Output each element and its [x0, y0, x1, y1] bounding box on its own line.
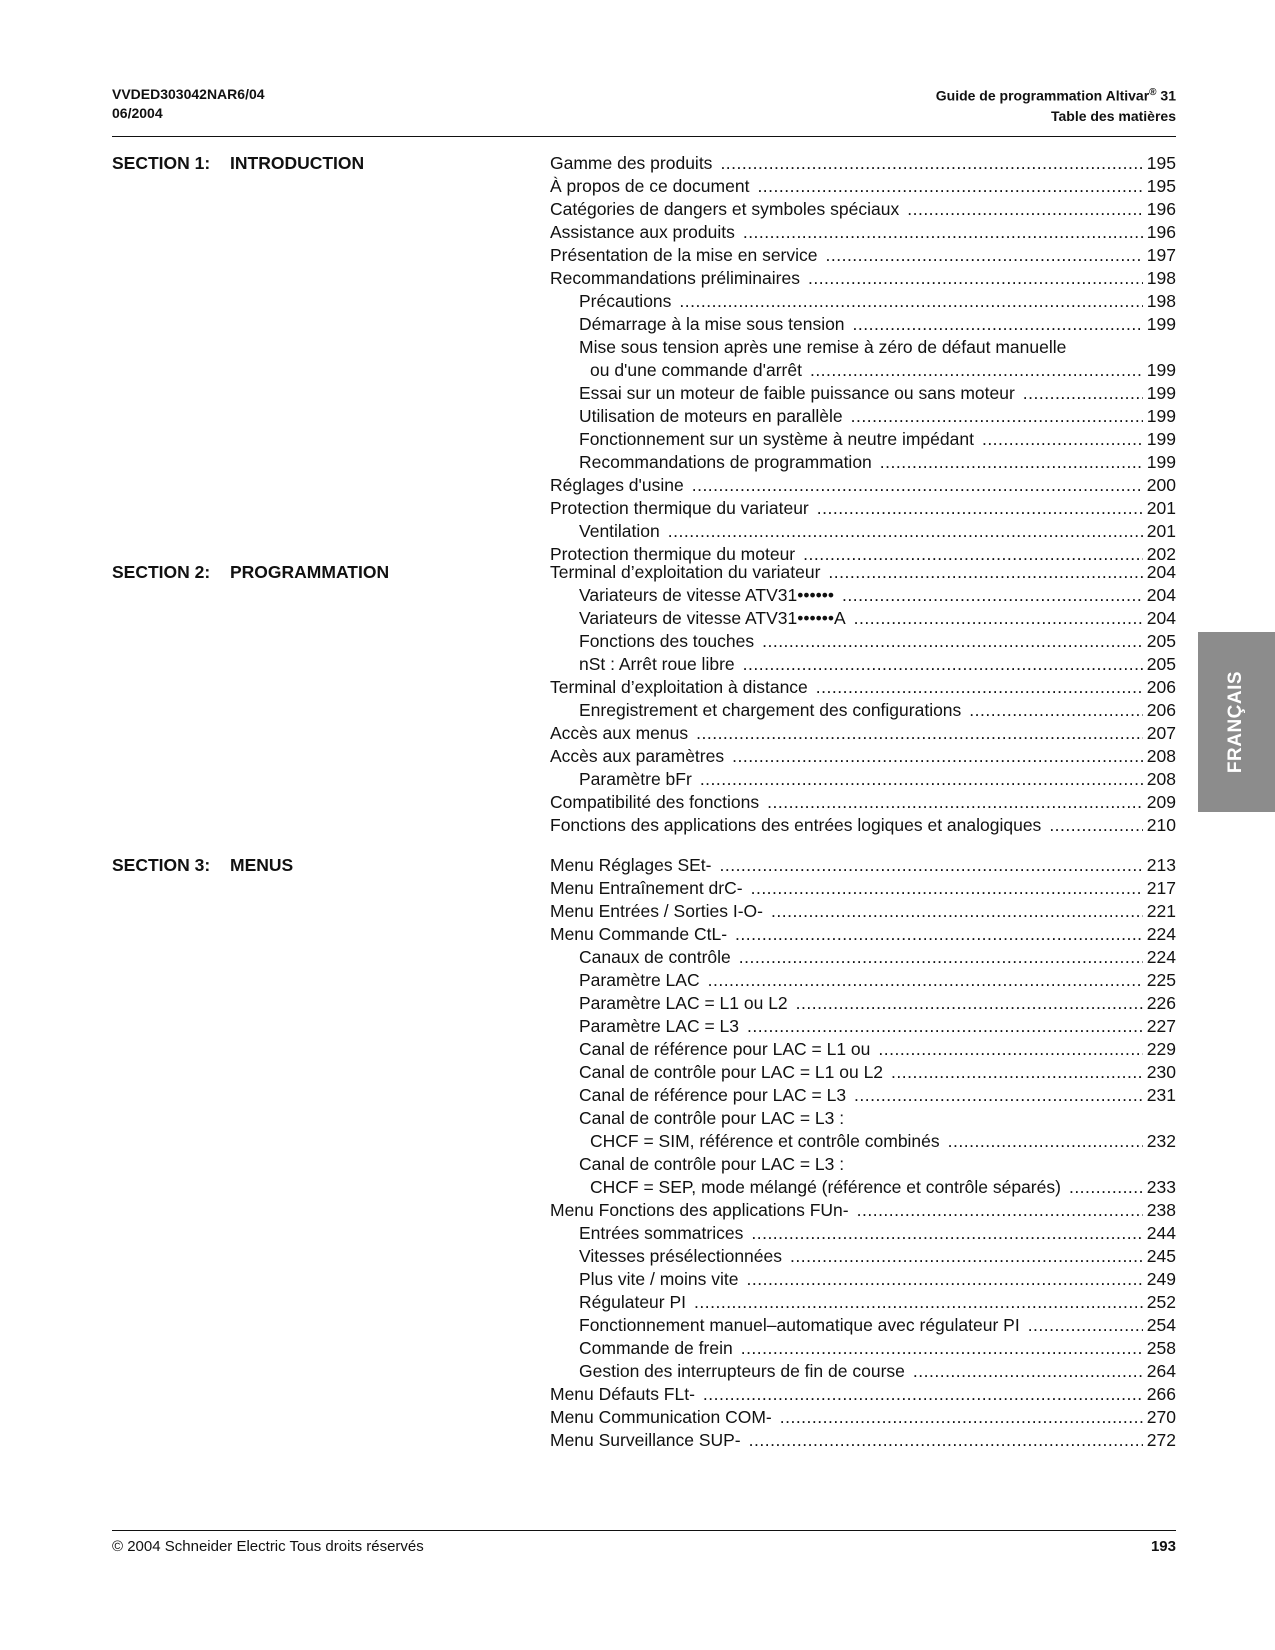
toc-entry-title: Régulateur PI [579, 1292, 687, 1312]
dot-leader [1023, 382, 1143, 405]
toc-entry[interactable] [550, 290, 1176, 313]
dot-leader [857, 1199, 1143, 1222]
toc-entry-page: 196 [1146, 222, 1176, 242]
dot-leader [880, 451, 1143, 474]
toc-entry[interactable] [550, 923, 1176, 946]
toc-entry-title: Entrées sommatrices [579, 1223, 744, 1243]
dot-leader [853, 313, 1143, 336]
toc-entry-page: 232 [1146, 1131, 1176, 1151]
toc-entry-page: 245 [1146, 1246, 1176, 1266]
toc-entry-title: Terminal d’exploitation du variateur [550, 562, 821, 582]
toc-entry-title: Canal de contrôle pour LAC = L3 : [579, 1108, 845, 1128]
dot-leader [891, 1061, 1143, 1084]
dot-leader [816, 676, 1143, 699]
toc-entry-page: 201 [1146, 498, 1176, 518]
dot-leader [747, 1268, 1143, 1291]
dot-leader [743, 653, 1143, 676]
toc-entry-page: 225 [1146, 970, 1176, 990]
dot-leader [842, 584, 1143, 607]
toc-entry-title: Menu Surveillance SUP- [550, 1430, 741, 1450]
toc-entry[interactable] [550, 1107, 1176, 1130]
toc-entry-page: 199 [1146, 429, 1176, 449]
dot-leader [747, 1015, 1143, 1038]
dot-leader [828, 561, 1142, 584]
dot-leader [913, 1360, 1143, 1383]
toc-entry[interactable] [550, 969, 1176, 992]
toc-entry-page: 221 [1146, 901, 1176, 921]
toc-entry[interactable] [550, 1268, 1176, 1291]
toc-entry-page: 204 [1146, 585, 1176, 605]
toc-entry-page: 264 [1146, 1361, 1176, 1381]
toc-entry[interactable] [550, 428, 1176, 451]
dot-leader [751, 877, 1143, 900]
toc-entry-page: 210 [1146, 815, 1176, 835]
toc-entry[interactable] [550, 900, 1176, 923]
toc-entry[interactable] [550, 1084, 1176, 1107]
toc-entry[interactable] [550, 336, 1176, 359]
header-divider [112, 136, 1176, 137]
toc-entry-page: 198 [1146, 291, 1176, 311]
toc-entry[interactable] [550, 313, 1176, 336]
language-tab [1198, 632, 1275, 812]
toc-entry-title: Protection thermique du variateur [550, 498, 809, 518]
toc-entry-title: Commande de frein [579, 1338, 733, 1358]
registered-mark: ® [1149, 87, 1157, 98]
toc-entry-page: 198 [1146, 268, 1176, 288]
toc-entry-title: Recommandations de programmation [579, 452, 872, 472]
toc-entry-title: Menu Communication COM- [550, 1407, 772, 1427]
dot-leader [878, 1038, 1142, 1061]
toc-entry-title: Fonctionnement manuel–automatique avec régulateur PI [579, 1315, 1020, 1335]
dot-leader [1069, 1176, 1143, 1199]
toc-entry[interactable] [550, 451, 1176, 474]
dot-leader [757, 175, 1142, 198]
dot-leader [732, 745, 1143, 768]
dot-leader [703, 1383, 1143, 1406]
toc-entry-page: 208 [1146, 769, 1176, 789]
toc-entry-title: Canal de contrôle pour LAC = L1 ou L2 [579, 1062, 884, 1082]
toc-entry[interactable] [550, 1314, 1176, 1337]
toc-entry-title: Paramètre LAC = L3 [579, 1016, 740, 1036]
toc-entry[interactable] [550, 152, 1176, 175]
toc-entry-title: À propos de ce document [550, 176, 750, 196]
toc-entry[interactable] [550, 877, 1176, 900]
toc-entry-title: Fonctions des applications des entrées logiques et analogiques [550, 815, 1042, 835]
toc-entry-page: 200 [1146, 475, 1176, 495]
toc-entry[interactable] [550, 520, 1176, 543]
toc-entry-title: Catégories de dangers et symboles spéciaux [550, 199, 900, 219]
toc-entry-page: 217 [1146, 878, 1176, 898]
toc-entry-title: Terminal d’exploitation à distance [550, 677, 808, 697]
toc-entry-title: CHCF = SIM, référence et contrôle combinés [590, 1131, 940, 1151]
toc-entry-title: Vitesses présélectionnées [579, 1246, 782, 1266]
toc-entry-title: Fonctionnement sur un système à neutre impédant [579, 429, 974, 449]
dot-leader [796, 992, 1143, 1015]
toc-entry-page: 258 [1146, 1338, 1176, 1358]
section-number: SECTION 2: [112, 562, 211, 582]
toc-entry-page: 231 [1146, 1085, 1176, 1105]
document-id: VVDED303042NAR6/04 [112, 86, 265, 102]
dot-leader [743, 221, 1143, 244]
toc-entry-page: 209 [1146, 792, 1176, 812]
toc-entry-title: Mise sous tension après une remise à zéro de défaut manuelle [579, 337, 1067, 357]
toc-entry-page: 195 [1146, 153, 1176, 173]
toc-entry-page: 266 [1146, 1384, 1176, 1404]
toc-entry[interactable] [550, 607, 1176, 630]
document-date: 06/2004 [112, 105, 163, 121]
toc-entry[interactable] [550, 791, 1176, 814]
toc-entry-title: Paramètre LAC [579, 970, 700, 990]
dot-leader [808, 267, 1143, 290]
toc-entry-page: 244 [1146, 1223, 1176, 1243]
toc-entry-title: ou d'une commande d'arrêt [590, 360, 802, 380]
toc-entry-page: 252 [1146, 1292, 1176, 1312]
toc-entry[interactable] [550, 768, 1176, 791]
toc-entry-page: 199 [1146, 360, 1176, 380]
toc-entry-title: Présentation de la mise en service [550, 245, 818, 265]
toc-entry-title: Canal de référence pour LAC = L3 [579, 1085, 847, 1105]
toc-entry-title: Accès aux paramètres [550, 746, 725, 766]
toc-entry[interactable] [550, 175, 1176, 198]
toc-entry-page: 204 [1146, 562, 1176, 582]
toc-entry-title: Assistance aux produits [550, 222, 735, 242]
toc-entry-page: 238 [1146, 1200, 1176, 1220]
toc-entry[interactable] [550, 244, 1176, 267]
toc-entry-page: 224 [1146, 947, 1176, 967]
toc-entry-title: Gestion des interrupteurs de fin de course [579, 1361, 905, 1381]
toc-entry[interactable] [550, 359, 1176, 382]
dot-leader [700, 768, 1143, 791]
toc-entry[interactable] [550, 1337, 1176, 1360]
toc-entry[interactable] [550, 1360, 1176, 1383]
toc-entry[interactable] [550, 814, 1176, 837]
toc-entry-page: 270 [1146, 1407, 1176, 1427]
toc-entry-title: Enregistrement et chargement des configurations [579, 700, 962, 720]
toc-entry[interactable] [550, 382, 1176, 405]
dot-leader [826, 244, 1143, 267]
dot-leader [751, 1222, 1142, 1245]
dot-leader [762, 630, 1143, 653]
toc-entry-page: 226 [1146, 993, 1176, 1013]
toc-entry-title: Canal de contrôle pour LAC = L3 : [579, 1154, 845, 1174]
toc-entry-title: Gamme des produits [550, 153, 713, 173]
toc-entry[interactable] [550, 722, 1176, 745]
document-subtitle: Table des matières [1050, 107, 1176, 124]
dot-leader [780, 1406, 1143, 1429]
toc-entry-page: 199 [1146, 383, 1176, 403]
section-heading [112, 561, 389, 584]
toc-entry-title: Canal de référence pour LAC = L1 ou [579, 1039, 871, 1059]
dot-leader [948, 1130, 1143, 1153]
document-title-number: 31 [1156, 87, 1176, 104]
toc-entry-title: nSt : Arrêt roue libre [579, 654, 735, 674]
toc-entry-title: Fonctions des touches [579, 631, 755, 651]
toc-entry-page: 199 [1146, 314, 1176, 334]
toc-entry-title: Variateurs de vitesse ATV31••••••A [579, 608, 846, 628]
dot-leader [749, 1429, 1143, 1452]
toc-entry-title: Utilisation de moteurs en parallèle [579, 406, 843, 426]
section-number: SECTION 1: [112, 153, 211, 173]
toc-entry[interactable] [550, 1429, 1176, 1452]
toc-entry[interactable] [550, 745, 1176, 768]
toc-entry-title: Plus vite / moins vite [579, 1269, 739, 1289]
toc-entry-page: 224 [1146, 924, 1176, 944]
section-name: PROGRAMMATION [230, 562, 390, 582]
toc-entry[interactable] [550, 584, 1176, 607]
dot-leader [817, 497, 1143, 520]
dot-leader [1049, 814, 1142, 837]
toc-entry-title: Menu Réglages SEt- [550, 855, 712, 875]
toc-entry-title: Réglages d'usine [550, 475, 684, 495]
toc-entry[interactable] [550, 1176, 1176, 1199]
toc-entry[interactable] [550, 946, 1176, 969]
toc-entry-page: 201 [1146, 521, 1176, 541]
section-heading [112, 854, 293, 877]
toc-entry-title: Compatibilité des fonctions [550, 792, 760, 812]
toc-entry-title: Paramètre bFr [579, 769, 692, 789]
toc-entry-page: 213 [1146, 855, 1176, 875]
toc-entry-page: 230 [1146, 1062, 1176, 1082]
document-header-left [112, 85, 265, 123]
toc-entry[interactable] [550, 1061, 1176, 1084]
toc-entry-title: CHCF = SEP, mode mélangé (référence et contrôle séparés) [590, 1177, 1061, 1197]
dot-leader [771, 900, 1143, 923]
toc-entry-title: Protection thermique du moteur [550, 544, 796, 564]
toc-entry-page: 195 [1146, 176, 1176, 196]
toc-entry-title: Menu Commande CtL- [550, 924, 728, 944]
toc-entry-title: Menu Défauts FLt- [550, 1384, 695, 1404]
dot-leader [720, 152, 1142, 175]
section-name: MENUS [230, 855, 294, 875]
toc-entry-title: Recommandations préliminaires [550, 268, 800, 288]
toc-entry[interactable] [550, 1222, 1176, 1245]
section-name: INTRODUCTION [230, 153, 365, 173]
toc-entry-title: Paramètre LAC = L1 ou L2 [579, 993, 788, 1013]
toc-list [550, 854, 1176, 1452]
toc-entry-title: Variateurs de vitesse ATV31•••••• [579, 585, 834, 605]
toc-entry-page: 199 [1146, 406, 1176, 426]
toc-entry[interactable] [550, 1383, 1176, 1406]
language-tab-label: FRANÇAIS [1225, 670, 1247, 774]
dot-leader [696, 722, 1143, 745]
dot-leader [735, 923, 1143, 946]
dot-leader [969, 699, 1143, 722]
toc-entry-page: 229 [1146, 1039, 1176, 1059]
toc-entry-title: Accès aux menus [550, 723, 689, 743]
toc-entry[interactable] [550, 1245, 1176, 1268]
toc-entry-title: Menu Entrées / Sorties I-O- [550, 901, 763, 921]
toc-entry-page: 249 [1146, 1269, 1176, 1289]
toc-entry[interactable] [550, 992, 1176, 1015]
toc-entry-page: 227 [1146, 1016, 1176, 1036]
toc-entry-page: 205 [1146, 631, 1176, 651]
toc-entry-page: 197 [1146, 245, 1176, 265]
toc-entry[interactable] [550, 221, 1176, 244]
toc-entry-title: Menu Entraînement drC- [550, 878, 743, 898]
toc-entry-page: 272 [1146, 1430, 1176, 1450]
dot-leader [692, 474, 1143, 497]
toc-entry-title: Menu Fonctions des applications FUn- [550, 1200, 849, 1220]
toc-entry[interactable] [550, 699, 1176, 722]
toc-entry[interactable] [550, 1153, 1176, 1176]
toc-entry[interactable] [550, 561, 1176, 584]
toc-entry[interactable] [550, 676, 1176, 699]
dot-leader [1028, 1314, 1143, 1337]
footer-divider [112, 1530, 1176, 1531]
toc-entry-page: 208 [1146, 746, 1176, 766]
dot-leader [719, 854, 1142, 877]
toc-entry-page: 206 [1146, 677, 1176, 697]
toc-entry-page: 207 [1146, 723, 1176, 743]
toc-entry-title: Canaux de contrôle [579, 947, 731, 967]
toc-entry-page: 196 [1146, 199, 1176, 219]
dot-leader [907, 198, 1143, 221]
toc-entry[interactable] [550, 267, 1176, 290]
dot-leader [767, 791, 1143, 814]
dot-leader [810, 359, 1143, 382]
toc-entry[interactable] [550, 630, 1176, 653]
toc-entry-title: Démarrage à la mise sous tension [579, 314, 845, 334]
section-heading [112, 152, 364, 175]
toc-entry[interactable] [550, 405, 1176, 428]
toc-entry[interactable] [550, 653, 1176, 676]
toc-entry[interactable] [550, 1130, 1176, 1153]
toc-entry[interactable] [550, 1038, 1176, 1061]
toc-entry-title: Essai sur un moteur de faible puissance ou sans moteur [579, 383, 1015, 403]
toc-entry-title: Ventilation [579, 521, 660, 541]
document-title-text: Guide de programmation Altivar [935, 87, 1150, 104]
dot-leader [851, 405, 1143, 428]
toc-entry[interactable] [550, 1406, 1176, 1429]
dot-leader [790, 1245, 1143, 1268]
toc-entry[interactable] [550, 854, 1176, 877]
toc-entry[interactable] [550, 497, 1176, 520]
toc-entry-page: 204 [1146, 608, 1176, 628]
toc-entry-page: 233 [1146, 1177, 1176, 1197]
dot-leader [854, 1084, 1143, 1107]
toc-list [550, 152, 1176, 566]
toc-entry[interactable] [550, 1015, 1176, 1038]
toc-entry-page: 202 [1146, 544, 1176, 564]
copyright-notice: © 2004 Schneider Electric Tous droits réservés [112, 1538, 424, 1555]
dot-leader [668, 520, 1143, 543]
toc-entry[interactable] [550, 1291, 1176, 1314]
dot-leader [741, 1337, 1143, 1360]
document-header-right [936, 83, 1176, 126]
toc-entry[interactable] [550, 474, 1176, 497]
toc-entry-title: Précautions [579, 291, 672, 311]
section-number: SECTION 3: [112, 855, 211, 875]
toc-entry-page: 199 [1146, 452, 1176, 472]
toc-entry-page: 254 [1146, 1315, 1176, 1335]
dot-leader [708, 969, 1143, 992]
dot-leader [739, 946, 1143, 969]
dot-leader [982, 428, 1143, 451]
dot-leader [694, 1291, 1143, 1314]
toc-entry-page: 205 [1146, 654, 1176, 674]
toc-entry[interactable] [550, 198, 1176, 221]
toc-entry-page: 206 [1146, 700, 1176, 720]
document-title [936, 83, 1176, 106]
page-number: 193 [1150, 1538, 1176, 1555]
dot-leader [679, 290, 1142, 313]
dot-leader [854, 607, 1143, 630]
toc-list [550, 561, 1176, 837]
toc-entry[interactable] [550, 1199, 1176, 1222]
